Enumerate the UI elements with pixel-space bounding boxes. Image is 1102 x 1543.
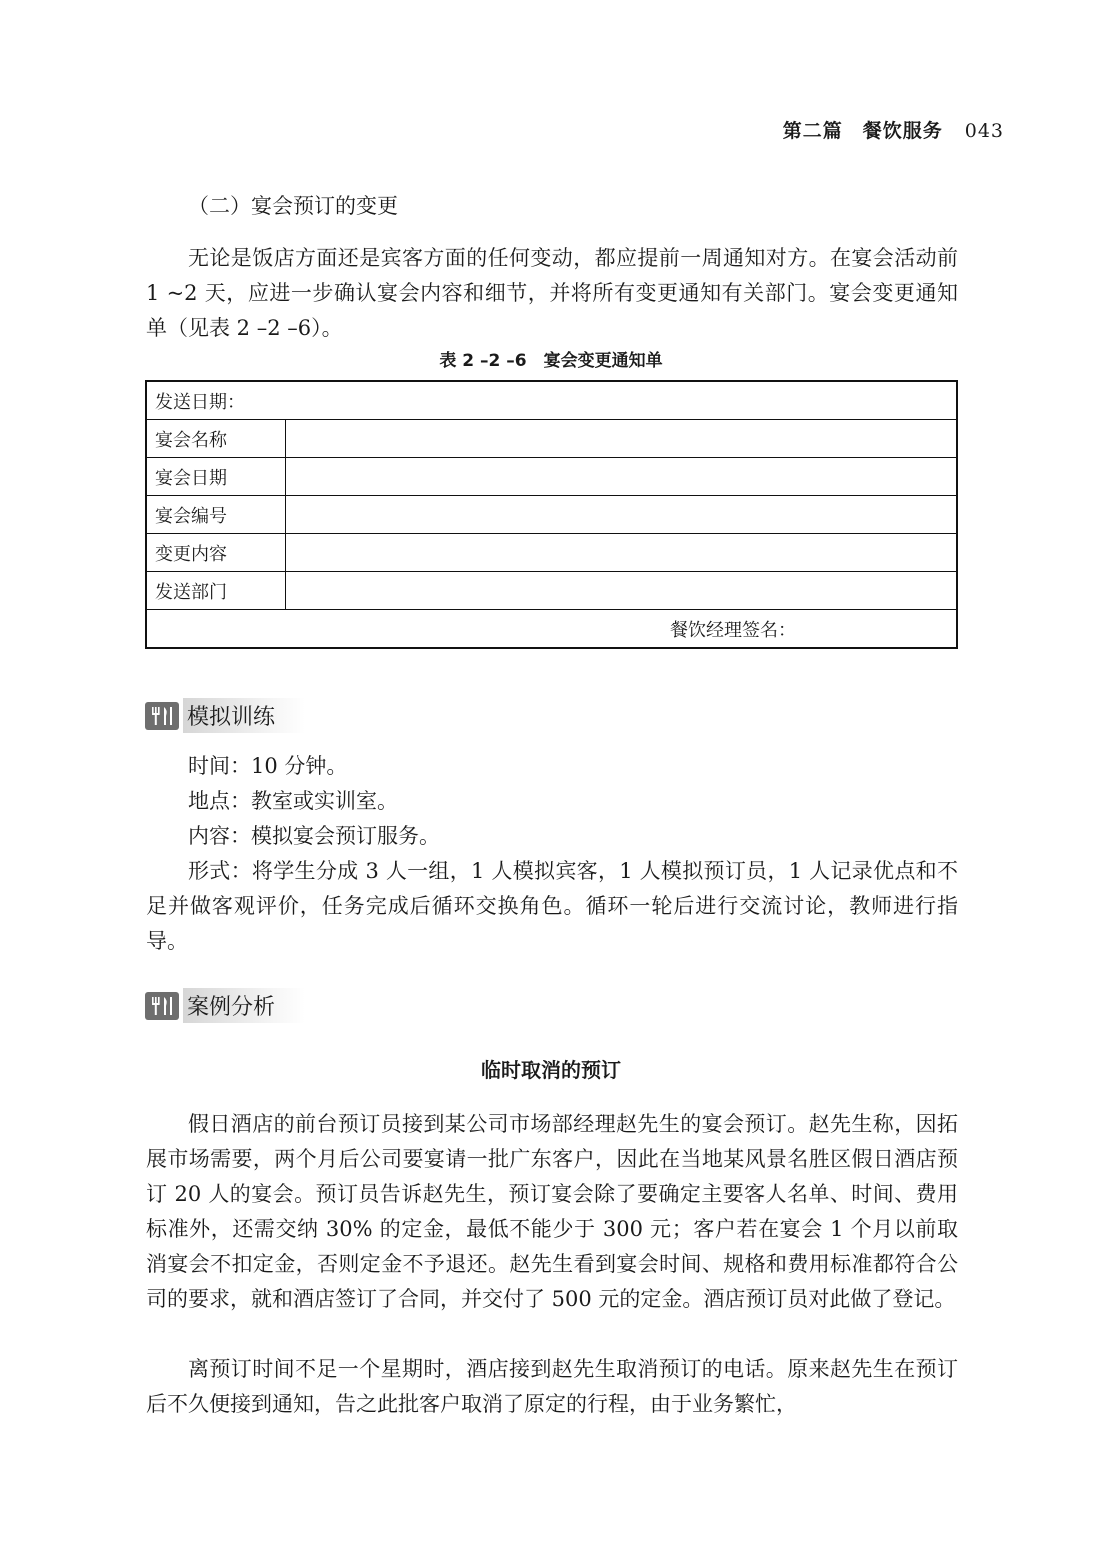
case-paragraph-2: 离预订时间不足一个星期时，酒店接到赵先生取消预订的电话。原来赵先生在预订后不久便接到通知，告之此批客户取消了原定的行程，由于业务繁忙， [146, 1357, 958, 1416]
row-label: 宴会日期 [146, 458, 286, 496]
table-row [146, 610, 957, 649]
row-value [286, 534, 958, 572]
row-label: 变更内容 [146, 534, 286, 572]
table-row [146, 381, 957, 420]
sub-heading-change: （二）宴会预订的变更 [188, 194, 398, 218]
fork-knife-icon [145, 992, 179, 1020]
table-row [146, 534, 957, 572]
fork-knife-icon [145, 702, 179, 730]
training-time: 时间：10 分钟。 [188, 754, 348, 778]
training-heading: 模拟训练 [183, 698, 305, 733]
table-row [146, 458, 957, 496]
header-section: 餐饮服务 [862, 120, 943, 142]
section-heading-case [145, 988, 305, 1023]
row-value [286, 572, 958, 610]
row-label: 宴会名称 [146, 420, 286, 458]
training-place: 地点：教室或实训室。 [188, 789, 398, 813]
case-heading: 案例分析 [183, 988, 305, 1023]
case-title: 临时取消的预订 [481, 1058, 621, 1082]
signature-label: 餐饮经理签名： [146, 610, 957, 649]
section-heading-training [145, 698, 305, 733]
row-value [286, 458, 958, 496]
header-part: 第二篇 [782, 120, 843, 142]
row-label: 宴会编号 [146, 496, 286, 534]
page-number: 043 [964, 120, 1004, 142]
case-paragraph-1: 假日酒店的前台预订员接到某公司市场部经理赵先生的宴会预订。赵先生称，因拓展市场需要，两个月后公司要宴请一批广东客户，因此在当地某风景名胜区假日酒店预订 20 人的宴会。预订员告诉赵先生，预订宴会除了要确定主要客人名单、时间、费用标准外，还需交纳 30% 的定金，最低不能少于 300 元；客户若在宴会 1 个月以前取消宴会不扣定金，否则定金不予退还。赵先生看到宴会时间、规格和费用标准都符合公司的要求，就和酒店签订了合同，并交付了 500 元的定金。酒店预订员对此做了登记。 [146, 1112, 958, 1311]
table-caption: 表 2 –2 –6 宴会变更通知单 [439, 351, 663, 371]
table-row [146, 572, 957, 610]
table-row [146, 496, 957, 534]
send-date-label: 发送日期： [146, 381, 957, 420]
training-content: 内容：模拟宴会预订服务。 [188, 824, 440, 848]
row-value [286, 496, 958, 534]
table-row [146, 420, 957, 458]
change-paragraph: 无论是饭店方面还是宾客方面的任何变动，都应提前一周通知对方。在宴会活动前 1 ~2 天，应进一步确认宴会内容和细节，并将所有变更通知有关部门。宴会变更通知单（见表 2 –2 –6）。 [146, 246, 958, 340]
change-notice-table [145, 380, 958, 649]
running-header [783, 116, 1004, 143]
row-label: 发送部门 [146, 572, 286, 610]
training-form: 形式：将学生分成 3 人一组，1 人模拟宾客，1 人模拟预订员，1 人记录优点和不足并做客观评价，任务完成后循环交换角色。循环一轮后进行交流讨论，教师进行指导。 [146, 859, 958, 953]
row-value [286, 420, 958, 458]
